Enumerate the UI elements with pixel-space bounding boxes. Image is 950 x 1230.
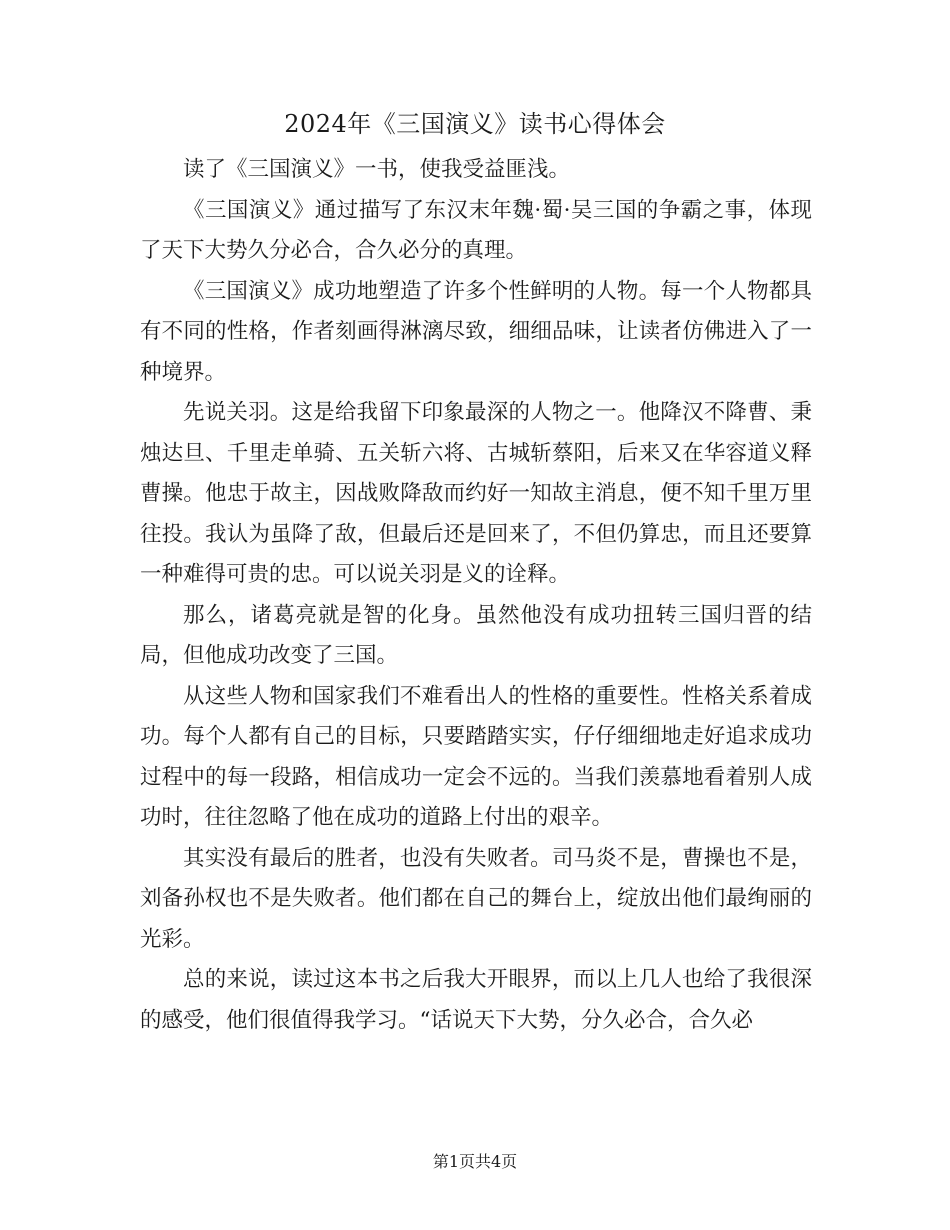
page-number-footer: 第1页共4页 (432, 1152, 518, 1171)
document-title: 2024年《三国演义》读书心得体会 (284, 110, 666, 138)
paragraph-6: 从这些人物和国家我们不难看出人的性格的重要性。性格关系着成功。每个人都有自己的目标，只要踏踏实实，仔仔细细地走好追求成功过程中的每一段路，相信成功一定会不远的。当我们羡慕地看着别人成功时，往往忽略了他在成功的道路上付出的艰辛。 (140, 683, 812, 830)
paragraph-5: 那么，诸葛亮就是智的化身。虽然他没有成功扭转三国归晋的结局，但他成功改变了三国。 (140, 602, 812, 668)
paragraph-8: 总的来说，读过这本书之后我大开眼界，而以上几人也给了我很深的感受，他们很值得我学习。“话说天下大势，分久必合，合久必 (140, 967, 812, 1033)
paragraph-4: 先说关羽。这是给我留下印象最深的人物之一。他降汉不降曹、秉烛达旦、千里走单骑、五关斩六将、古城斩蔡阳，后来又在华容道义释曹操。他忠于故主，因战败降敌而约好一知故主消息，便不知千里万里往投。我认为虽降了敌，但最后还是回来了，不但仍算忠，而且还要算一种难得可贵的忠。可以说关羽是义的诠释。 (140, 400, 812, 587)
paragraph-7: 其实没有最后的胜者，也没有失败者。司马炎不是，曹操也不是，刘备孙权也不是失败者。他们都在自己的舞台上，绽放出他们最绚丽的光彩。 (140, 845, 812, 952)
paragraph-3: 《三国演义》成功地塑造了许多个性鲜明的人物。每一个人物都具有不同的性格，作者刻画得淋漓尽致，细细品味，让读者仿佛进入了一种境界。 (140, 278, 812, 385)
paragraph-1: 读了《三国演义》一书，使我受益匪浅。 (183, 157, 571, 182)
paragraph-2: 《三国演义》通过描写了东汉末年魏·蜀·吴三国的争霸之事，体现了天下大势久分必合，合久必分的真理。 (140, 197, 812, 263)
document-body (140, 150, 812, 1041)
